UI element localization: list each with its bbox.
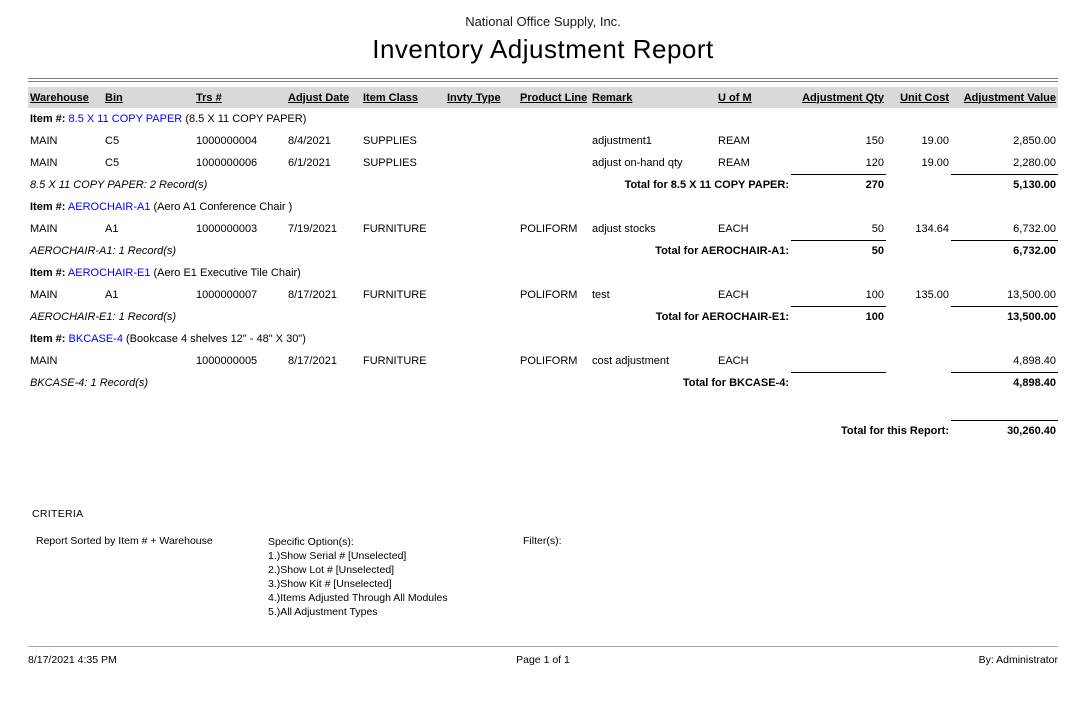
cell-unit-cost: 19.00 bbox=[921, 157, 949, 169]
cell-bin: C5 bbox=[105, 135, 120, 147]
item-description: (Aero E1 Executive Tile Chair) bbox=[153, 267, 301, 279]
table-row bbox=[28, 130, 1058, 152]
cell-adjust-date: 6/1/2021 bbox=[288, 157, 331, 169]
item-description: (Bookcase 4 shelves 12" - 48" X 30") bbox=[126, 333, 306, 345]
criteria-specific-options bbox=[268, 535, 515, 619]
specific-option: 5.)All Adjustment Types bbox=[268, 606, 378, 618]
section-total-value: 5,130.00 bbox=[951, 174, 1058, 196]
cell-bin: A1 bbox=[105, 289, 119, 301]
cell-unit-cost: 135.00 bbox=[915, 289, 949, 301]
cell-value: 4,898.40 bbox=[1013, 354, 1056, 367]
cell-trs: 1000000007 bbox=[196, 289, 258, 301]
item-description: (8.5 X 11 COPY PAPER) bbox=[185, 113, 307, 125]
table-row bbox=[28, 218, 1058, 240]
col-header-product-line: Product Line bbox=[518, 87, 590, 108]
criteria-filters-label: Filter(s): bbox=[523, 535, 562, 547]
col-header-trs: Trs # bbox=[194, 87, 286, 108]
section-total-row bbox=[28, 240, 1058, 262]
cell-item-class: SUPPLIES bbox=[363, 135, 417, 147]
item-header-row bbox=[28, 108, 1058, 130]
section-total-value: 6,732.00 bbox=[951, 240, 1058, 262]
cell-remark: adjust stocks bbox=[592, 223, 656, 235]
cell-value: 2,280.00 bbox=[1013, 156, 1056, 169]
section-total-value: 4,898.40 bbox=[951, 372, 1058, 394]
section-total-row bbox=[28, 306, 1058, 328]
cell-uofm: EACH bbox=[718, 223, 749, 235]
cell-remark: test bbox=[592, 289, 610, 301]
cell-unit-cost bbox=[886, 350, 951, 372]
section-total-qty: 100 bbox=[791, 306, 886, 328]
cell-trs: 1000000005 bbox=[196, 355, 258, 367]
criteria-section bbox=[28, 508, 1058, 619]
item-header-row bbox=[28, 328, 1058, 350]
cell-qty: 50 bbox=[871, 222, 884, 235]
cell-remark: adjustment1 bbox=[592, 135, 652, 147]
cell-qty: 120 bbox=[865, 156, 884, 169]
item-number-label: Item #: bbox=[30, 267, 66, 279]
record-count: AEROCHAIR-A1: 1 Record(s) bbox=[30, 245, 177, 257]
item-code-link[interactable]: AEROCHAIR-E1 bbox=[67, 267, 151, 279]
cell-product-line: POLIFORM bbox=[520, 355, 578, 367]
cell-adjust-date: 8/4/2021 bbox=[288, 135, 331, 147]
table-row bbox=[28, 284, 1058, 306]
cell-product-line bbox=[518, 152, 590, 174]
cell-item-class: SUPPLIES bbox=[363, 157, 417, 169]
cell-adjust-date: 7/19/2021 bbox=[288, 223, 337, 235]
section-total-row bbox=[28, 372, 1058, 394]
cell-invty-type bbox=[445, 130, 518, 152]
criteria-sorted-by: Report Sorted by Item # + Warehouse bbox=[36, 535, 213, 547]
cell-unit-cost: 134.64 bbox=[915, 223, 949, 235]
item-number-label: Item #: bbox=[30, 113, 66, 125]
cell-invty-type bbox=[445, 350, 518, 372]
col-header-adjustment-qty: Adjustment Qty bbox=[791, 87, 886, 108]
cell-invty-type bbox=[445, 152, 518, 174]
cell-invty-type bbox=[445, 284, 518, 306]
record-count: BKCASE-4: 1 Record(s) bbox=[30, 377, 148, 389]
cell-product-line: POLIFORM bbox=[520, 223, 578, 235]
col-header-bin: Bin bbox=[103, 87, 194, 108]
cell-adjust-date: 8/17/2021 bbox=[288, 289, 337, 301]
specific-option: 2.)Show Lot # [Unselected] bbox=[268, 564, 395, 576]
footer-page-number: Page 1 of 1 bbox=[516, 654, 570, 666]
cell-qty: 100 bbox=[865, 288, 884, 301]
specific-options-label: Specific Option(s): bbox=[268, 536, 354, 548]
cell-warehouse: MAIN bbox=[30, 355, 58, 367]
col-header-adjustment-value: Adjustment Value bbox=[951, 87, 1058, 108]
report-total-value: 30,260.40 bbox=[951, 420, 1058, 442]
footer-datetime: 8/17/2021 4:35 PM bbox=[28, 654, 117, 666]
page-title: Inventory Adjustment Report bbox=[372, 34, 714, 64]
cell-bin: A1 bbox=[105, 223, 119, 235]
footer-user: By: Administrator bbox=[978, 654, 1058, 666]
specific-option: 3.)Show Kit # [Unselected] bbox=[268, 578, 392, 590]
criteria-heading: CRITERIA bbox=[32, 508, 84, 520]
specific-option: 4.)Items Adjusted Through All Modules bbox=[268, 592, 448, 604]
col-header-uofm: U of M bbox=[716, 87, 791, 108]
item-code-link[interactable]: BKCASE-4 bbox=[68, 333, 123, 345]
item-description: (Aero A1 Conference Chair ) bbox=[153, 201, 293, 213]
report-total-label: Total for this Report: bbox=[841, 425, 949, 437]
item-number-label: Item #: bbox=[30, 333, 66, 345]
report-total-row bbox=[28, 420, 1058, 442]
cell-qty: 150 bbox=[865, 135, 884, 147]
cell-uofm: EACH bbox=[718, 289, 749, 301]
table-row bbox=[28, 152, 1058, 174]
cell-warehouse: MAIN bbox=[30, 135, 58, 147]
item-number-label: Item #: bbox=[30, 201, 66, 213]
section-total-label: Total for 8.5 X 11 COPY PAPER: bbox=[624, 179, 789, 191]
item-code-link[interactable]: 8.5 X 11 COPY PAPER bbox=[68, 113, 183, 125]
item-code-link[interactable]: AEROCHAIR-A1 bbox=[67, 201, 151, 213]
record-count: AEROCHAIR-E1: 1 Record(s) bbox=[30, 311, 177, 323]
cell-unit-cost: 19.00 bbox=[921, 135, 949, 147]
specific-option: 1.)Show Serial # [Unselected] bbox=[268, 550, 407, 562]
section-total-qty bbox=[791, 372, 886, 394]
column-header-row bbox=[28, 87, 1058, 108]
section-total-label: Total for AEROCHAIR-E1: bbox=[655, 311, 789, 323]
col-header-item-class: Item Class bbox=[361, 87, 445, 108]
cell-warehouse: MAIN bbox=[30, 289, 58, 301]
section-total-row bbox=[28, 174, 1058, 196]
cell-item-class: FURNITURE bbox=[363, 223, 427, 235]
cell-remark: cost adjustment bbox=[592, 355, 670, 367]
cell-warehouse: MAIN bbox=[30, 223, 58, 235]
report-footer bbox=[28, 646, 1058, 666]
record-count: 8.5 X 11 COPY PAPER: 2 Record(s) bbox=[30, 179, 208, 191]
adjustment-table bbox=[28, 87, 1058, 442]
item-header-row bbox=[28, 262, 1058, 284]
cell-qty bbox=[791, 350, 886, 372]
cell-adjust-date: 8/17/2021 bbox=[288, 355, 337, 367]
cell-remark: adjust on-hand qty bbox=[592, 157, 683, 169]
section-total-qty: 270 bbox=[791, 174, 886, 196]
cell-value: 13,500.00 bbox=[1007, 288, 1056, 301]
cell-value: 6,732.00 bbox=[1013, 222, 1056, 235]
col-header-unit-cost: Unit Cost bbox=[886, 87, 951, 108]
cell-product-line bbox=[518, 130, 590, 152]
section-total-label: Total for BKCASE-4: bbox=[682, 377, 789, 389]
cell-invty-type bbox=[445, 218, 518, 240]
section-total-value: 13,500.00 bbox=[951, 306, 1058, 328]
col-header-remark: Remark bbox=[590, 87, 716, 108]
cell-uofm: REAM bbox=[718, 135, 750, 147]
cell-trs: 1000000003 bbox=[196, 223, 258, 235]
cell-item-class: FURNITURE bbox=[363, 355, 427, 367]
item-header-row bbox=[28, 196, 1058, 218]
section-total-label: Total for AEROCHAIR-A1: bbox=[655, 245, 789, 257]
col-header-warehouse: Warehouse bbox=[28, 87, 103, 108]
col-header-invty-type: Invty Type bbox=[445, 87, 518, 108]
col-header-adjust-date: Adjust Date bbox=[286, 87, 361, 108]
cell-product-line: POLIFORM bbox=[520, 289, 578, 301]
section-total-qty: 50 bbox=[791, 240, 886, 262]
cell-bin: C5 bbox=[105, 157, 120, 169]
cell-uofm: EACH bbox=[718, 355, 749, 367]
spacer-row bbox=[28, 394, 1058, 420]
cell-uofm: REAM bbox=[718, 157, 750, 169]
cell-warehouse: MAIN bbox=[30, 157, 58, 169]
cell-value: 2,850.00 bbox=[1013, 135, 1056, 147]
cell-trs: 1000000004 bbox=[196, 135, 258, 147]
header-divider bbox=[28, 78, 1058, 82]
cell-trs: 1000000006 bbox=[196, 157, 258, 169]
table-row bbox=[28, 350, 1058, 372]
cell-bin bbox=[103, 350, 194, 372]
cell-item-class: FURNITURE bbox=[363, 289, 427, 301]
company-name: National Office Supply, Inc. bbox=[465, 14, 621, 29]
